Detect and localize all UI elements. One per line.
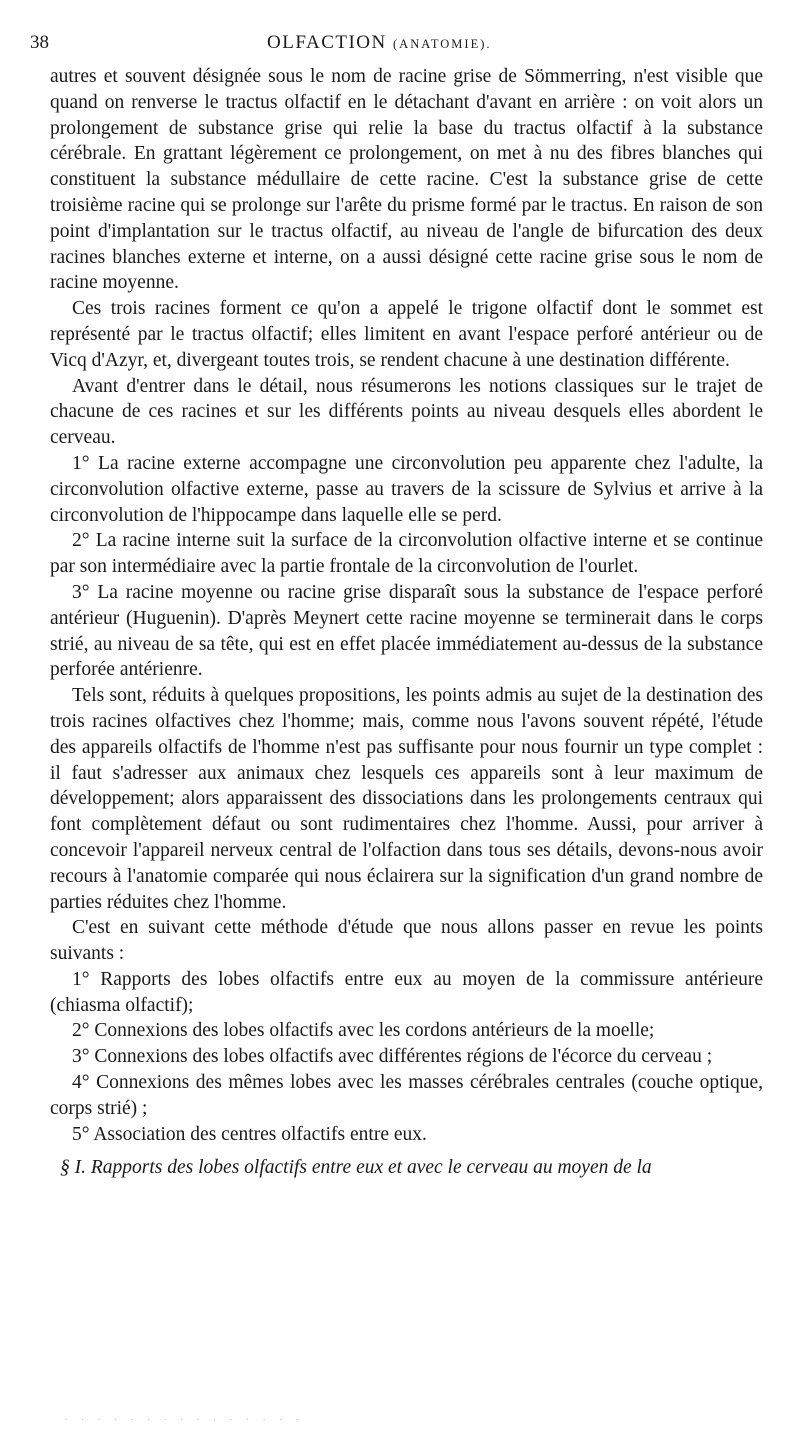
running-title-subtitle: (ANATOMIE). — [393, 37, 492, 51]
paragraph-method: C'est en suivant cette méthode d'étude que nous allons passer en revue les points suivants : — [50, 917, 763, 965]
running-title-main: OLFACTION — [267, 32, 387, 53]
paragraph-continuation: autres et souvent désignée sous le nom de racine grise de Sömmerring, n'est visible que quand on renverse le tractus olfactif en le détachant d'avant en arrière : on voit alors un prolongement de substance grise qui relie la base du tractus olfactif à la substance cérébrale. En grattant légèrement ce prolongement, on met à nu des fibres blanches qui constituent la substance médullaire de cette racine. C'est la substance grise de cette troisième racine qui se prolonge sur l'arête du prisme formé par le tractus. En raison de son point d'implantation sur le tractus olfactif, au niveau de l'angle de bifurcation des deux racines blanches externe et interne, on a aussi désigné cette racine grise sous le nom de racine moyenne. — [50, 66, 763, 294]
book-page — [30, 0, 763, 1179]
page-header — [30, 26, 763, 72]
paragraph-racine-externe: 1° La racine externe accompagne une circonvolution peu apparente chez l'adulte, la circonvolution olfactive externe, passe au travers de la scissure de Sylvius et arrive à la circonvolution de l'hippocampe dans laquelle elle se perd. — [50, 452, 763, 526]
section-heading: § I. Rapports des lobes olfactifs entre eux et avec le cerveau au moyen de la — [60, 1157, 652, 1179]
paragraph-intro-detail: Avant d'entrer dans le détail, nous résumerons les notions classiques sur le trajet de chacune de ces racines et sur les différents points au niveau desquels elles abordent le cerveau. — [50, 375, 763, 449]
paragraph-racine-moyenne: 3° La racine moyenne ou racine grise disparaît sous la substance de l'espace perforé antérieur (Huguenin). D'après Meynert cette racine moyenne se terminerait dans le corps strié, au niveau de sa tête, qui est en effet placée immédiatement au-dessus de la substance perforée antérienre. — [50, 581, 763, 681]
list-item: 5° Association des centres olfactifs entre eux. — [72, 1123, 427, 1145]
list-item: 1° Rapports des lobes olfactifs entre eux au moyen de la commissure antérieure (chiasma olfactif); — [50, 968, 763, 1016]
paragraph-racine-interne: 2° La racine interne suit la surface de la circonvolution olfactive interne et se continue par son intermédiaire avec la partie frontale de la circonvolution de l'ourlet. — [50, 530, 763, 578]
list-item: 3° Connexions des lobes olfactifs avec différentes régions de l'écorce du cerveau ; — [72, 1046, 713, 1068]
list-item: 4° Connexions des mêmes lobes avec les masses cérébrales centrales (couche optique, corps strié) ; — [50, 1072, 763, 1119]
page-number: 38 — [30, 32, 49, 53]
footer-marks: . . . . . . . . . . . . . . . — [65, 1412, 305, 1422]
body-text — [50, 64, 763, 1147]
running-title — [267, 32, 492, 54]
paragraph-comparative-anatomy: Tels sont, réduits à quelques propositions, les points admis au sujet de la destination des trois racines olfactives chez l'homme; mais, comme nous l'avons souvent répété, l'étude des appareils olfactifs de l'homme n'est pas suffisante pour nous fournir un type complet : il faut s'adresser aux animaux chez lesquels ces appareils sont à leur maximum de développement; alors apparaissent des dissociations dans les prolongements centraux qui font complètement défaut ou sont rudimentaires chez l'homme. Aussi, pour arriver à concevoir l'appareil nerveux central de l'olfaction dans tous ses détails, devons-nous avoir recours à l'anatomie comparée qui nous éclairera sur la signification d'un grand nombre de parties réduites chez l'homme. — [50, 685, 763, 913]
list-item: 2° Connexions des lobes olfactifs avec les cordons antérieurs de la moelle; — [72, 1020, 655, 1042]
paragraph-trigone: Ces trois racines forment ce qu'on a appelé le trigone olfactif dont le sommet est représenté par le tractus olfactif; elles limitent en avant l'espace perforé antérieur ou de Vicq d'Azyr, et, divergeant toutes trois, se rendent chacune à une destination différente. — [50, 298, 763, 371]
